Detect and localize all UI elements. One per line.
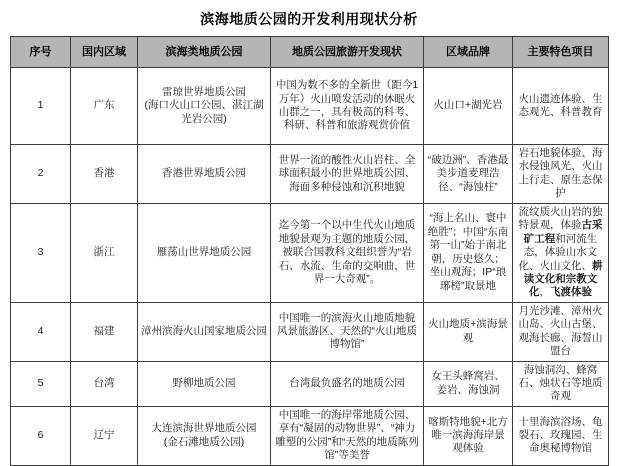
cell-park	[138, 145, 271, 204]
header-no: 序号	[11, 37, 71, 68]
cell-region: 辽宁	[71, 406, 138, 465]
feature-text-segment: 火山遗迹体验、生态观光、科普教育	[518, 92, 603, 118]
feature-text-segment: 耕读文化和宗教文化	[523, 259, 603, 299]
feature-text-segment: 十里海滨浴场、龟裂石、玫瑰园、生命奥秘博物馆	[518, 415, 603, 455]
page-title: 滨海地质公园的开发利用现状分析	[200, 11, 418, 27]
header-brand: 区域品牌	[424, 37, 513, 68]
cell-region: 福建	[71, 302, 138, 361]
cell-region: 浙江	[71, 203, 138, 302]
park-name: 野柳地质公园	[172, 377, 236, 389]
feature-text-segment: 和河流生态，体验山水文化、火山文化、	[518, 232, 598, 272]
park-name: 雷琼世界地质公园	[162, 85, 246, 98]
table-row	[11, 302, 609, 361]
cell-no: 3	[11, 203, 71, 302]
table-row	[11, 361, 609, 406]
cell-park	[138, 406, 271, 465]
table-header-row	[11, 37, 609, 68]
header-park: 滨海类地质公园	[138, 37, 271, 68]
park-name: 大连滨海世界地质公园	[151, 422, 257, 435]
park-subname: (金石滩地质公园)	[163, 435, 245, 448]
cell-features	[513, 361, 609, 406]
cell-no: 5	[11, 361, 71, 406]
park-subname: (海口火山口公园、湛江湖光岩公园)	[144, 99, 264, 125]
feature-text-segment: 月光沙滩、漳州火山岛、火山古堡、观海长廊、海誓山盟台	[518, 304, 603, 358]
cell-features	[513, 302, 609, 361]
cell-park	[138, 68, 271, 145]
cell-brand: 火山地质+滨海景观	[424, 302, 513, 361]
cell-park	[138, 302, 271, 361]
cell-no: 6	[11, 406, 71, 465]
park-name: 香港世界地质公园	[162, 167, 246, 180]
cell-brand: 女王头蜂窝岩、姜岩、海蚀洞	[424, 361, 513, 406]
cell-features	[513, 145, 609, 204]
cell-features	[513, 203, 609, 302]
cell-park	[138, 361, 271, 406]
park-name: 雁荡山世界地质公园	[156, 246, 252, 259]
table-row	[11, 68, 609, 145]
feature-text-segment: 流纹质火山岩的独特景观，体验	[518, 205, 603, 232]
cell-status: 中国唯一的滨海火山地质地貌风景旅游区、天然的“火山地质博物馆”	[271, 302, 424, 361]
feature-text-segment: ，	[539, 286, 550, 299]
park-name: 漳州滨海火山国家地质公园	[141, 324, 267, 337]
cell-features	[513, 68, 609, 145]
cell-brand: 喀斯特地貌+北方唯一滨海海岸景观体验	[424, 406, 513, 465]
feature-text-segment: 海蚀洞沟、蜂窝石、烛状石等地质奇观	[518, 363, 603, 403]
cell-status: 迄今第一个以中生代火山地质地貌景观为主题的地质公园，被联合国教科文组织誉为“岩石、水流、生命的交响曲，世界一大奇观”。	[271, 203, 424, 302]
header-status: 地质公园旅游开发现状	[271, 37, 424, 68]
cell-no: 4	[11, 302, 71, 361]
geo-parks-table	[10, 36, 609, 466]
cell-features	[513, 406, 609, 465]
cell-brand: “海上名山、寰中绝胜”；中国“东南第一山”始于南北朝，历史悠久；坐山观海；IP“琅琊榜”取景地	[424, 203, 513, 302]
cell-region: 香港	[71, 145, 138, 204]
header-features: 主要特色项目	[513, 37, 609, 68]
cell-status: 中国为数不多的全新世（距今1万年）火山喷发活动的休眠火山群之一，具有极高的科考、科研、科普和旅游观赏价值	[271, 68, 424, 145]
cell-region: 广东	[71, 68, 138, 145]
cell-no: 1	[11, 68, 71, 145]
table-row	[11, 203, 609, 302]
header-region: 国内区域	[71, 37, 138, 68]
cell-status: 中国唯一的海岸带地质公园、享有“凝固的动物世界”、“神力雕塑的公园”和“天然的地质陈列馆”等美誉	[271, 406, 424, 465]
feature-text-segment: 古采矿工程	[523, 219, 603, 245]
feature-text-segment: 飞渡体验	[550, 286, 592, 299]
cell-park	[138, 203, 271, 302]
cell-status: 世界一流的酸性火山岩柱、全球面积最小的世界地质公园、海面多种侵蚀和沉积地貌	[271, 145, 424, 204]
cell-status: 台湾最负盛名的地质公园	[271, 361, 424, 406]
table-row	[11, 145, 609, 204]
feature-text-segment: 岩石地貌体验、海水侵蚀风光、火山上行走、原生态保护	[518, 147, 603, 200]
cell-no: 2	[11, 145, 71, 204]
table-row	[11, 406, 609, 465]
cell-brand: “破边洲”、香港最美步道麦理浩径、“海蚀柱”	[424, 145, 513, 204]
cell-brand: 火山口+湖光岩	[424, 68, 513, 145]
cell-region: 台湾	[71, 361, 138, 406]
